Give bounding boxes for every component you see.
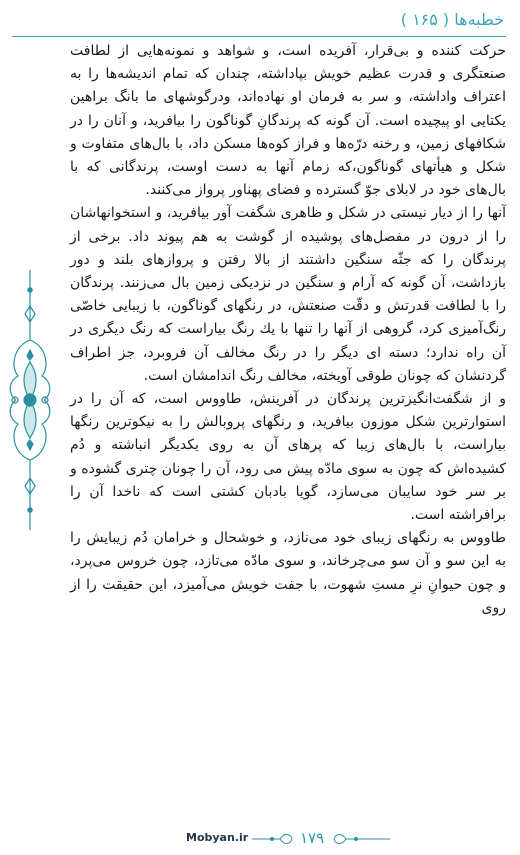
page-body bbox=[70, 40, 506, 620]
arabesque-ornament-icon bbox=[4, 270, 56, 530]
paragraph: و از شگفت‌انگیزترین پرندگان در آفرینش، طاووس است، که آن را در استوارترین شکل موزون بیافرید، و رنگهای پروبالش را به نیکوترین رنگها بیاراست، با بال‌های زیبا که پرهای آن به روی یکدیگر انباشته و دُم کشیده‌اش که چون به سوی مادّه پیش می رود، آن را چونان چتری گشوده و بر سر خود سایبان می‌سازد، گویا بادبان کشتی است که ناخدا آن را برافراشته است. bbox=[70, 391, 506, 524]
footer-ornament-left-icon bbox=[252, 832, 296, 846]
paragraph: آنها را از دیار نیستی در شکل و ظاهری شگفت آور بیافرید، و استخوانهاشان را از درون در مفصل‌های پوشیده از گوشت به هم پیوند داد. برخی از پرندگان را که جثّه سنگین داشتند از بالا رفتن و پروازهای بلند و دور بازداشت، آن گونه که آرام و سنگین در نزدیکی زمین بال می‌زنند. پرندگان را با لطافت قدرتش و دقّت صنعتش، در رنگهای گوناگون، با زیبایی خاصّی رنگ‌آمیزی کرد، گروهی از آنها را تنها با یك رنگ بیاراست که رنگ دیگری در آن راه ندارد؛ دسته ای دیگر را در رنگ مخالف آن فروبرد، جز اطراف گردنشان که چونان طوقی آویخته، مخالف رنگ اندامشان است. bbox=[70, 205, 506, 384]
footer-ornament-right-icon bbox=[330, 832, 390, 846]
page-number: ۱۷۹ bbox=[300, 829, 325, 847]
paragraph: حرکت کننده و بی‌قرار، آفریده است، و شواهد و نمونه‌هایی از لطافت صنعتگری و قدرت عظیم خویش بپاداشته، چندان که تمام اندیشه‌ها را به اعتراف واداشته، و سر به فرمان او نهاده‌اند، ودرگوشهای ما بانگ براهین یکتایی او پیچیده است. آن گونه که پرندگانِ گوناگون را بیافرید، و آنان را در شکافهای زمین، و رخنه درّه‌ها و فراز کوه‌ها مسکن داد، با بال‌های متفاوت و شکل و هیأتهای گوناگون،که زمام آنها به دست اوست، پرندگانی که با بال‌های خود در لابلای جوّ گسترده و فضای پهناور پرواز می‌کنند. bbox=[70, 43, 506, 199]
header-number: ( ۱۶۵ ) bbox=[400, 10, 450, 29]
paragraph: طاووس به رنگهای زیبای خود می‌نازد، و خوشحال و خرامان دُم زیبایش را به این سو و آن سو می‌چرخاند، و سوی مادّه می‌تازد، چون خروس می‌پرد، و چون حیوانِ نرِ مستِ شهوت، با جفت خویش می‌آمیزد، این حقیقت را از روی bbox=[70, 530, 506, 616]
header-divider bbox=[12, 36, 506, 37]
header-title bbox=[401, 10, 504, 29]
header-title-text: خطبه‌ها bbox=[454, 10, 504, 29]
footer-site: Mobyan.ir bbox=[186, 831, 249, 844]
